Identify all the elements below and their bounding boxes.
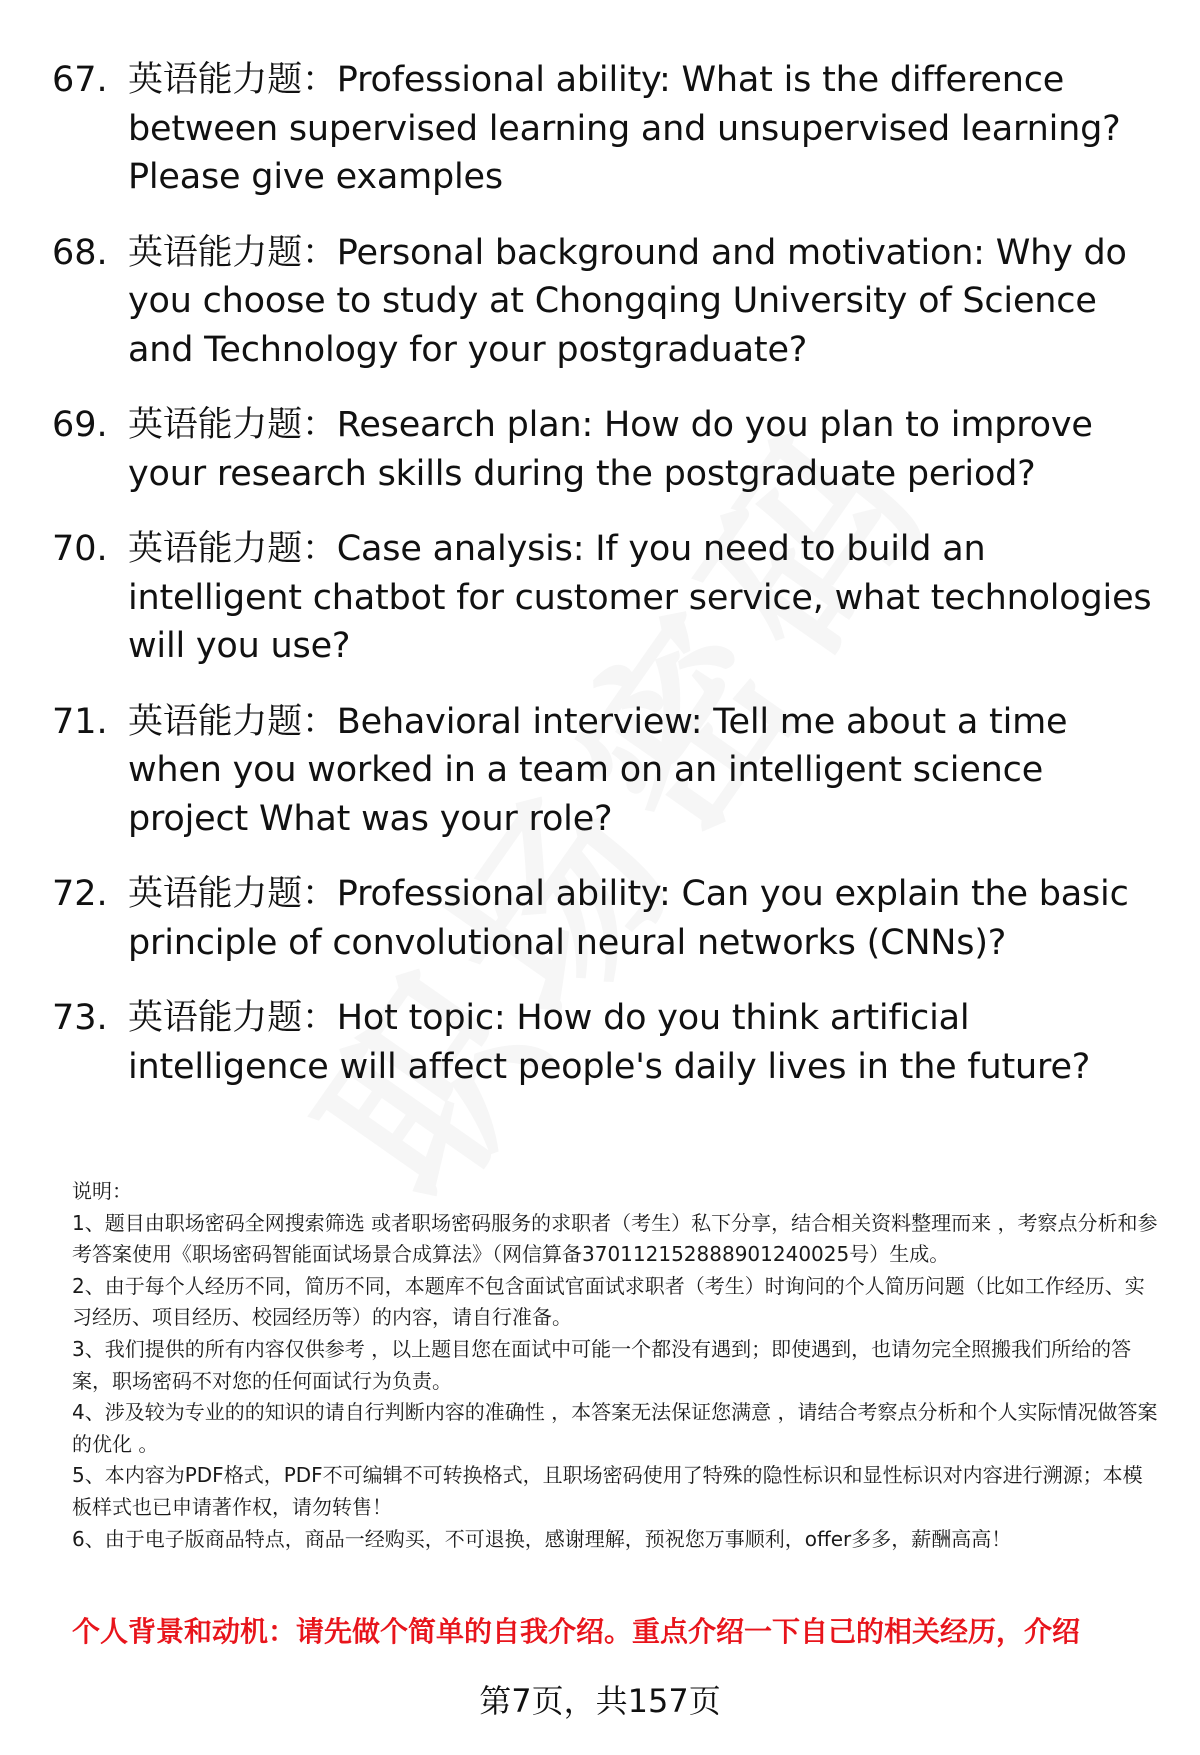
- notes-section: [72, 1176, 1162, 1555]
- page-number: 第7页，共157页: [479, 1682, 721, 1720]
- question-item: [52, 401, 1152, 498]
- question-text: 英语能力题：Case analysis: If you need to build an intelligent chatbot for customer service, what technologies will you use?: [128, 529, 1152, 666]
- question-list: [52, 56, 1152, 1118]
- question-text: 英语能力题：Personal background and motivation: Why do you choose to study at Chongqing University of Science and Technology for your postgraduate?: [128, 232, 1127, 370]
- question-text: 英语能力题：Hot topic: How do you think artificial intelligence will affect people's daily lives in the future?: [128, 998, 1091, 1087]
- question-item: [52, 229, 1152, 375]
- question-number: 71.: [52, 701, 108, 742]
- question-item: [52, 525, 1152, 671]
- note-item: 3、我们提供的所有内容仅供参考 ，以上题目您在面试中可能一个都没有遇到；即使遇到，也请勿完全照搬我们所给的答案，职场密码不对您的任何面试行为负责。: [72, 1336, 1132, 1393]
- note-item: 6、由于电子版商品特点，商品一经购买，不可退换，感谢理解，预祝您万事顺利，offer多多，薪酬高高！: [72, 1526, 1012, 1551]
- note-item: 2、由于每个人经历不同，简历不同，本题库不包含面试官面试求职者（考生）时询问的个人简历问题（比如工作经历、实习经历、项目经历、校园经历等）的内容，请自行准备。: [72, 1273, 1145, 1330]
- highlight-heading: 个人背景和动机：请先做个简单的自我介绍。重点介绍一下自己的相关经历，介绍: [72, 1615, 1081, 1648]
- question-number: 68.: [52, 232, 108, 273]
- question-text: 英语能力题：Behavioral interview: Tell me about a time when you worked in a team on an intelligent science project What was your role?: [128, 701, 1068, 839]
- question-item: [52, 56, 1152, 202]
- question-text: 英语能力题：Professional ability: What is the difference between supervised learning and unsupervised learning? Please give examples: [128, 60, 1121, 197]
- question-item: [52, 870, 1152, 967]
- question-number: 69.: [52, 405, 108, 445]
- question-item: [52, 994, 1152, 1091]
- question-text: 英语能力题：Professional ability: Can you explain the basic principle of convolutional neural networks (CNNs)?: [128, 874, 1129, 963]
- note-item: 5、本内容为PDF格式，PDF不可编辑不可转换格式，且职场密码使用了特殊的隐性标识和显性标识对内容进行溯源；本模板样式也已申请著作权，请勿转售！: [72, 1463, 1143, 1519]
- question-number: 73.: [52, 998, 108, 1038]
- note-item: 4、涉及较为专业的的知识的请自行判断内容的准确性 ，本答案无法保证您满意 ，请结合考察点分析和个人实际情况做答案的优化 。: [72, 1400, 1158, 1456]
- question-number: 67.: [52, 60, 108, 100]
- question-text: 英语能力题：Research plan: How do you plan to improve your research skills during the postgraduate period?: [128, 405, 1093, 494]
- question-item: [52, 698, 1152, 844]
- question-number: 70.: [52, 529, 108, 569]
- question-number: 72.: [52, 874, 108, 914]
- note-item: 1、题目由职场密码全网搜索筛选 或者职场密码服务的求职者（考生）私下分享，结合相关资料整理而来 ，考察点分析和参考答案使用《职场密码智能面试场景合成算法》（网信算备370112152888901240025号）生成。: [72, 1210, 1158, 1267]
- notes-title: 说明：: [72, 1179, 132, 1203]
